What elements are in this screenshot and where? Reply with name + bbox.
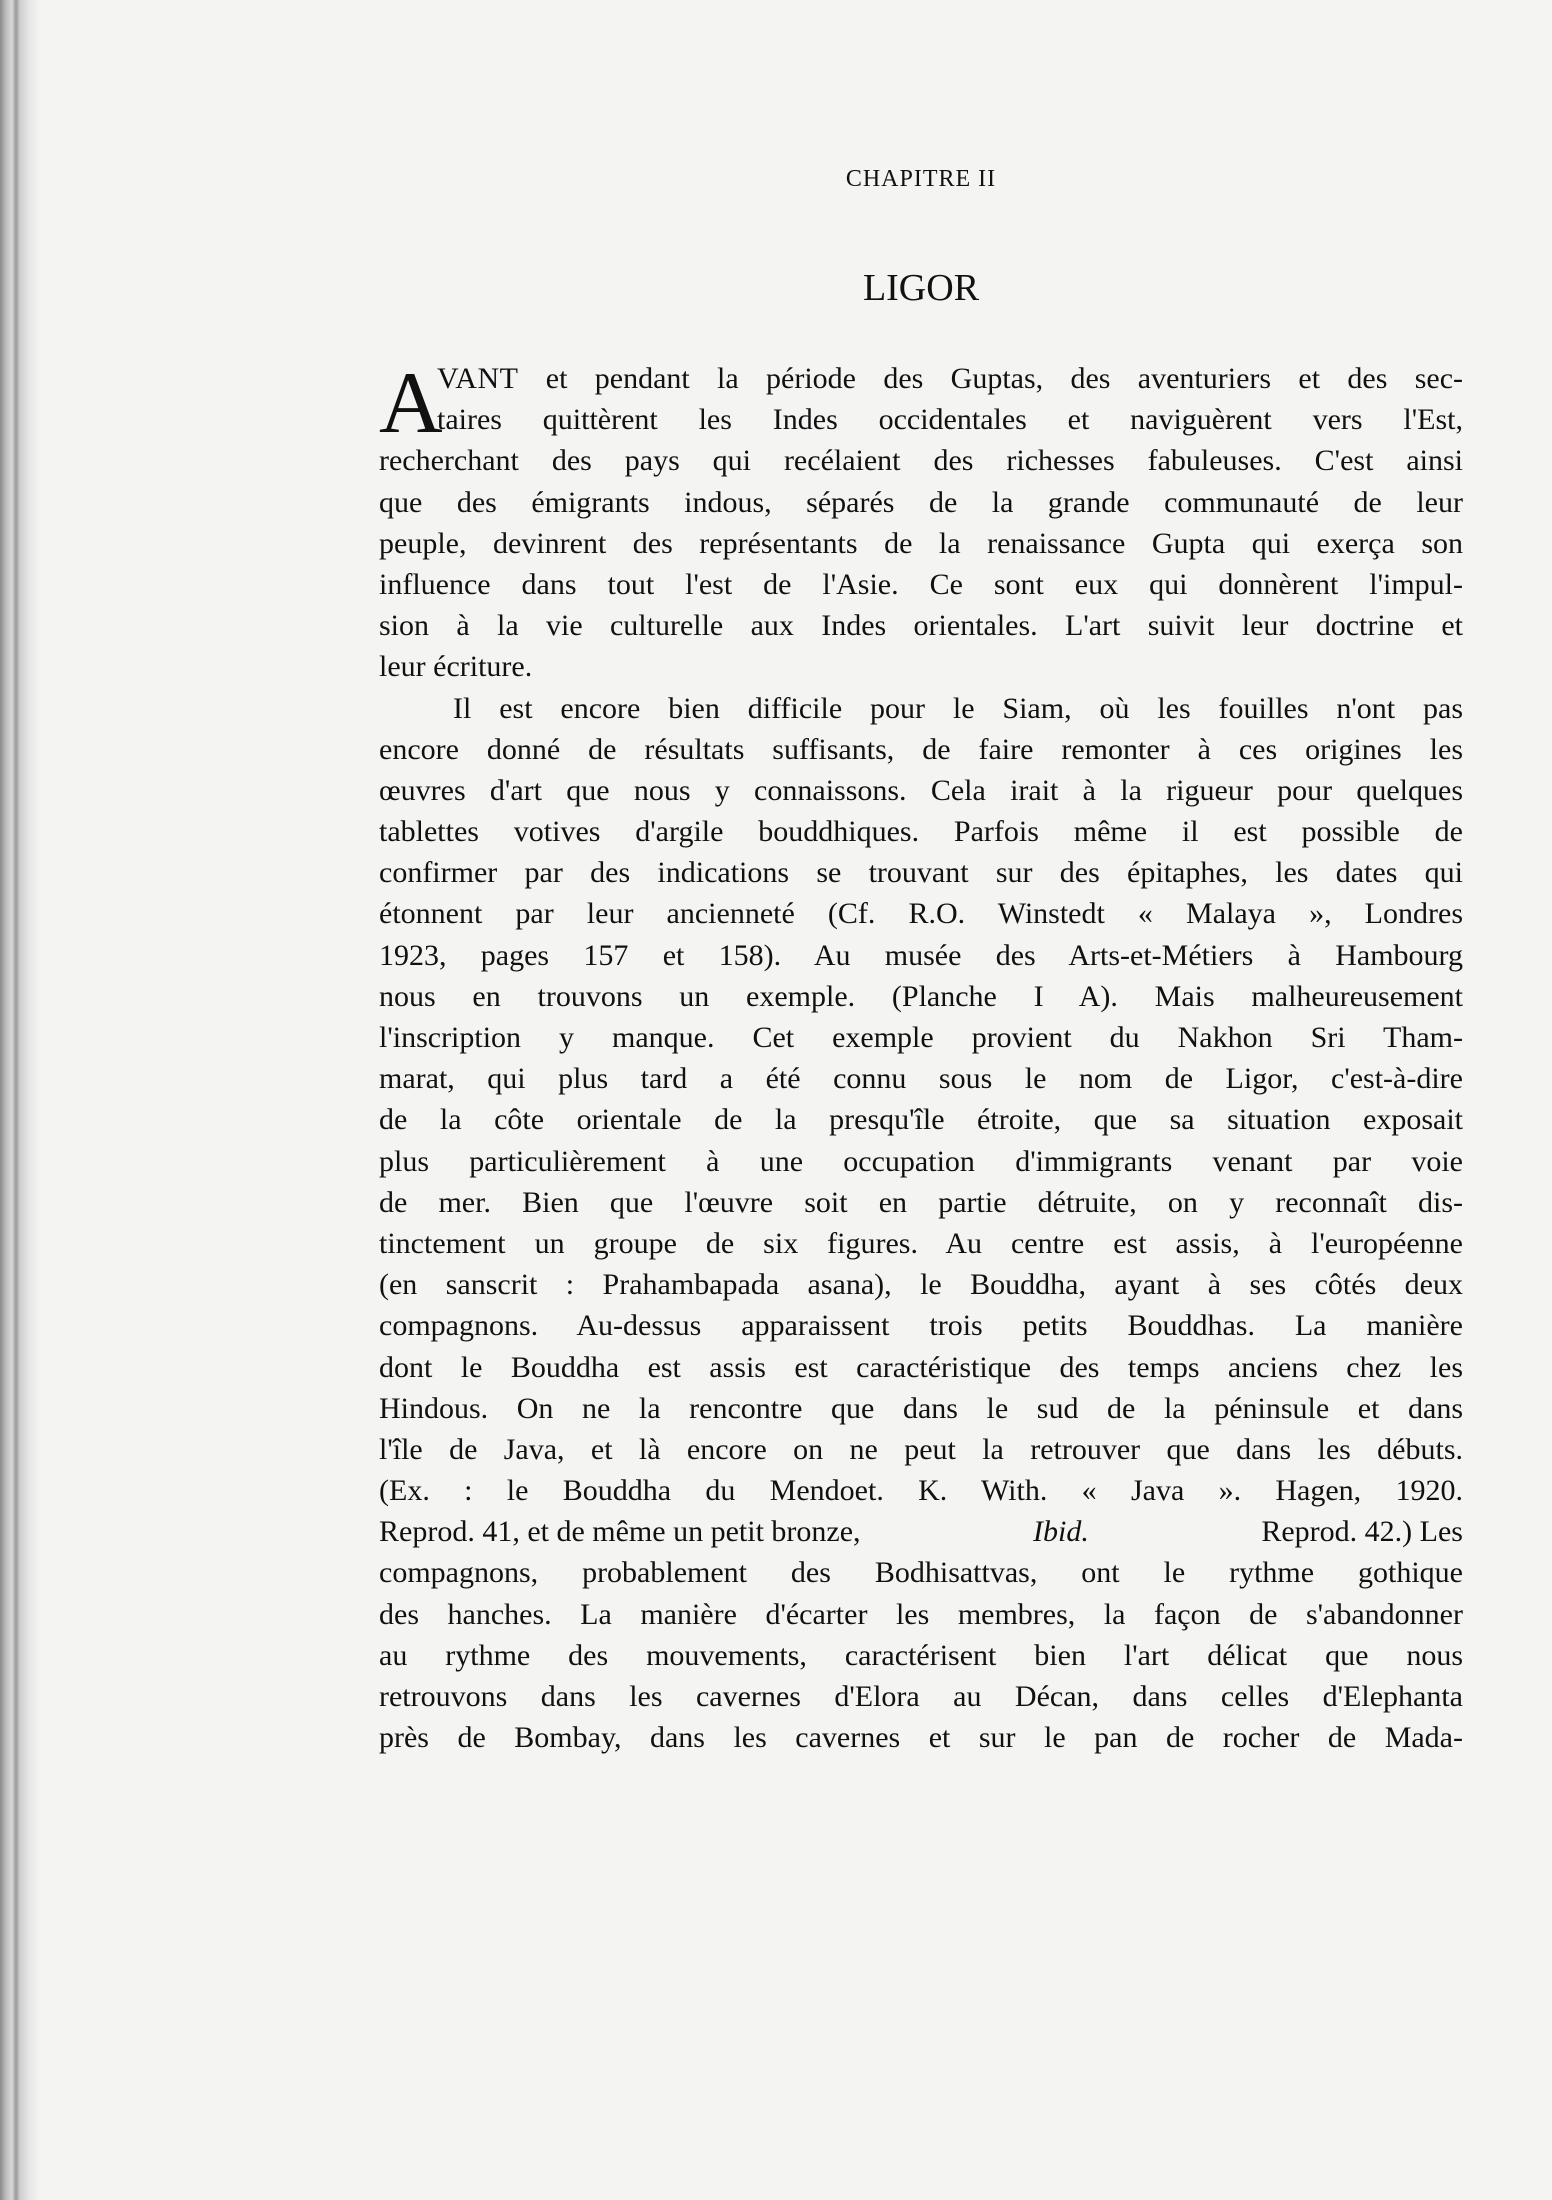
text-line: des hanches. La manière d'écarter les membres, la façon de s'abandonner <box>379 1597 1463 1631</box>
chapter-title: LIGOR <box>862 267 980 309</box>
text-line: 1923, pages 157 et 158). Au musée des Arts-et-Métiers à Hambourg <box>379 938 1463 972</box>
text-line: leur écriture. <box>379 650 533 684</box>
text-line: tablettes votives d'argile bouddhiques. Parfois même il est possible de <box>379 815 1463 849</box>
paragraph-1 <box>379 355 1463 688</box>
text-line: retrouvons dans les cavernes d'Elora au Décan, dans celles d'Elephanta <box>379 1680 1463 1713</box>
text-line: confirmer par des indications se trouvant sur des épitaphes, les dates qui <box>379 856 1463 890</box>
text-line: de mer. Bien que l'œuvre soit en partie détruite, on y reconnaît dis- <box>379 1185 1463 1219</box>
text-line: l'île de Java, et là encore on ne peut la retrouver que dans les débuts. <box>379 1432 1463 1466</box>
paragraph-2 <box>379 688 1463 1759</box>
text-line: nous en trouvons un exemple. (Planche I A). Mais malheureusement <box>379 979 1463 1013</box>
text-line: marat, qui plus tard a été connu sous le nom de Ligor, c'est-à-dire <box>379 1062 1463 1096</box>
text-line <box>379 358 1463 399</box>
text-line: compagnons, probablement des Bodhisattvas, ont le rythme gothique <box>379 1556 1463 1590</box>
line-text: Reprod. 41, et de même un petit bronze, <box>379 1515 869 1549</box>
text-line: œuvres d'art que nous y connaissons. Cela irait à la rigueur pour quelques <box>379 773 1463 807</box>
text-line: encore donné de résultats suffisants, de faire remonter à ces origines les <box>379 732 1463 766</box>
first-word: VANT <box>437 362 519 395</box>
text-line: étonnent par leur ancienneté (Cf. R.O. Winstedt « Malaya », Londres <box>379 897 1463 931</box>
text-line: recherchant des pays qui recélaient des richesses fabuleuses. C'est ainsi <box>379 444 1463 478</box>
text-line: (Ex. : le Bouddha du Mendoet. K. With. « Java ». Hagen, 1920. <box>379 1474 1463 1508</box>
drop-cap: A <box>379 355 443 452</box>
text-line: peuple, devinrent des représentants de la renaissance Gupta qui exerça son <box>379 526 1463 560</box>
text-line: (en sanscrit : Prahambapada asana), le Bouddha, ayant à ses côtés deux <box>379 1268 1463 1302</box>
text-line: taires quittèrent les Indes occidentales et naviguèrent vers l'Est, <box>437 403 1463 437</box>
text-line: dont le Bouddha est assis est caractéristique des temps anciens chez les <box>379 1350 1463 1384</box>
chapter-heading: CHAPITRE II <box>845 166 997 192</box>
book-binding-edge <box>0 0 40 2200</box>
body-text <box>379 355 1463 1758</box>
text-line: l'inscription y manque. Cet exemple provient du Nakhon Sri Tham- <box>379 1021 1463 1054</box>
text-line: Hindous. On ne la rencontre que dans le sud de la péninsule et dans <box>379 1391 1463 1425</box>
text-line: Il est encore bien difficile pour le Siam, où les fouilles n'ont pas <box>453 691 1463 725</box>
italic-ibid: Ibid. <box>1033 1515 1089 1549</box>
line-text: Reprod. 42.) Les <box>1253 1515 1463 1549</box>
text-line: au rythme des mouvements, caractérisent bien l'art délicat que nous <box>379 1638 1463 1672</box>
line-text: et pendant la période des Guptas, des aventuriers et des sec- <box>518 362 1463 395</box>
text-line: que des émigrants indous, séparés de la grande communauté de leur <box>379 485 1463 519</box>
text-line: tinctement un groupe de six figures. Au centre est assis, à l'européenne <box>379 1226 1463 1260</box>
text-line: de la côte orientale de la presqu'île étroite, que sa situation exposait <box>379 1103 1463 1137</box>
text-line <box>379 1511 1463 1552</box>
text-line: près de Bombay, dans les cavernes et sur le pan de rocher de Mada- <box>379 1721 1463 1755</box>
text-line: plus particulièrement à une occupation d'immigrants venant par voie <box>379 1144 1463 1178</box>
text-line: influence dans tout l'est de l'Asie. Ce sont eux qui donnèrent l'impul- <box>379 567 1463 601</box>
text-line: compagnons. Au-dessus apparaissent trois petits Bouddhas. La manière <box>379 1309 1463 1343</box>
text-line: sion à la vie culturelle aux Indes orientales. L'art suivit leur doctrine et <box>379 609 1463 643</box>
